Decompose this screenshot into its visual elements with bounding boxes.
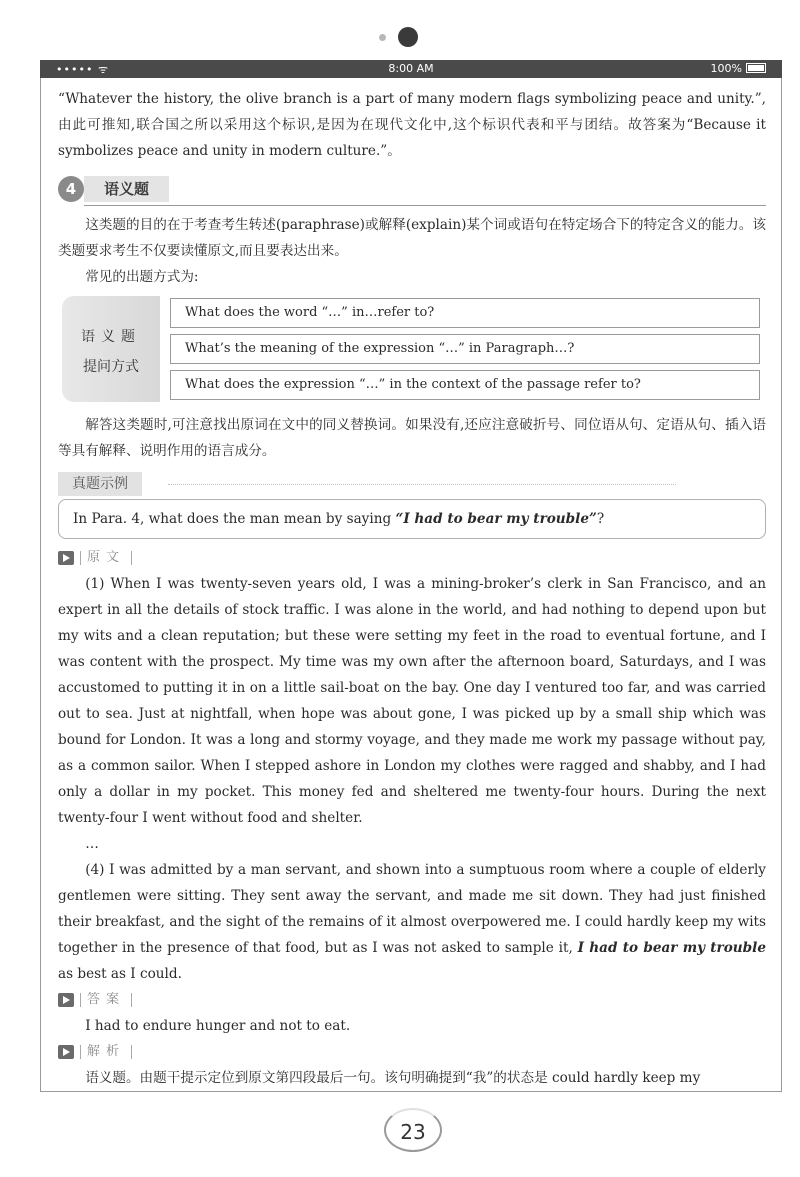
intro-paragraph: “Whatever the history, the olive branch is a part of many modern flags symbolizing peace and unity.”,由此可推知,联合国之所以采用这个标识,是因为在现代文化中,这个标识代表和平与团结。故答案为“Because it symbolizes peace and unity in modern culture.”。 <box>58 91 766 159</box>
label-line-1: 语义题 <box>81 329 141 345</box>
para4-after: as best as I could. <box>58 966 182 982</box>
analysis-heading <box>58 1039 766 1065</box>
original-text-heading <box>58 545 766 571</box>
example-question-emphasis: “I had to bear my trouble” <box>395 511 597 527</box>
analysis-text: 语义题。由题干提示定位到原文第四段最后一句。该句明确提到“我”的状态是 could hardly keep my <box>85 1070 701 1086</box>
original-text-label: 原文 <box>80 551 132 565</box>
example-tag-wrap <box>58 464 766 497</box>
status-bar <box>40 60 782 78</box>
signal-icon: ••••• ᯤ <box>56 63 109 76</box>
play-icon <box>58 551 74 565</box>
page-dot-inactive[interactable] <box>379 34 386 41</box>
battery-icon <box>746 63 766 73</box>
original-paragraph-4 <box>58 857 766 987</box>
play-icon <box>58 1045 74 1059</box>
section-divider <box>84 205 766 206</box>
section-title: 语义题 <box>84 176 169 202</box>
example-question-suffix: ? <box>596 511 605 527</box>
question-form-row: What does the word “…” in…refer to? <box>170 298 760 328</box>
question-form-row: What’s the meaning of the expression “…” in Paragraph…? <box>170 334 760 364</box>
page-dot-active[interactable] <box>398 27 418 47</box>
play-icon <box>58 993 74 1007</box>
question-forms-box <box>58 296 766 404</box>
tip-paragraph: 解答这类题时,可注意找出原词在文中的同义替换词。如果没有,还应注意破折号、同位语从句、定语从句、插入语等具有解释、说明作用的语言成分。 <box>58 417 766 459</box>
answer-text: I had to endure hunger and not to eat. <box>85 1018 351 1034</box>
battery-label: 100% <box>710 62 742 75</box>
example-tag-line <box>168 484 676 485</box>
para4-before: (4) I was admitted by a man servant, and shown into a sumptuous room where a couple of elderly gentlemen were sitting. They sent away the servant, and made me sit down. They had just finished their breakfast, and the sight of the remains of it almost overpowered me. I could hardly keep my wits together in the presence of that food, but as I was not asked to sample it, <box>58 862 766 956</box>
example-question-prefix: In Para. 4, what does the man mean by saying <box>73 511 396 527</box>
description-paragraph: 这类题的目的在于考查考生转述(paraphrase)或解释(explain)某个词或语句在特定场合下的特定含义的能力。该类题要求考生不仅要读懂原文,而且要表达出来。 <box>58 217 766 259</box>
label-line-2: 提问方式 <box>83 359 139 375</box>
analysis-label: 解析 <box>80 1045 132 1059</box>
battery-status <box>711 62 766 75</box>
answer-label: 答案 <box>80 993 132 1007</box>
example-tag: 真题示例 <box>58 472 142 496</box>
status-time: 8:00 AM <box>388 62 434 75</box>
para4-emphasis: I had to bear my trouble <box>577 940 766 956</box>
page-number: 23 <box>384 1108 442 1152</box>
section-header <box>58 174 766 208</box>
page-content <box>58 86 766 1091</box>
answer-heading <box>58 987 766 1013</box>
question-forms-label <box>62 296 160 402</box>
original-ellipsis: … <box>85 836 99 852</box>
question-form-row: What does the expression “…” in the context of the passage refer to? <box>170 370 760 400</box>
page-indicator <box>0 26 800 48</box>
section-number-badge: 4 <box>58 176 84 202</box>
example-question-box <box>58 499 766 539</box>
common-forms-label: 常见的出题方式为: <box>85 269 199 285</box>
original-paragraph-1: (1) When I was twenty-seven years old, I was a mining-broker’s clerk in San Francisco, and an expert in all the details of stock traffic. I was alone in the world, and had nothing to depend upon but my wits and a clean reputation; but these were setting my feet in the road to eventual fortune, and I was content with the prospect. My time was my own after the afternoon board, Saturdays, and I was accustomed to putting it in on a little sail-boat on the bay. One day I ventured too far, and was carried out to sea. Just at nightfall, when hope was about gone, I was picked up by a small ship which was bound for London. It was a long and stormy voyage, and they made me work my passage without pay, as a common sailor. When I stepped ashore in London my clothes were ragged and shabby, and I had only a dollar in my pocket. This money fed and sheltered me twenty-four hours. During the next twenty-four I went without food and shelter. <box>58 576 766 826</box>
